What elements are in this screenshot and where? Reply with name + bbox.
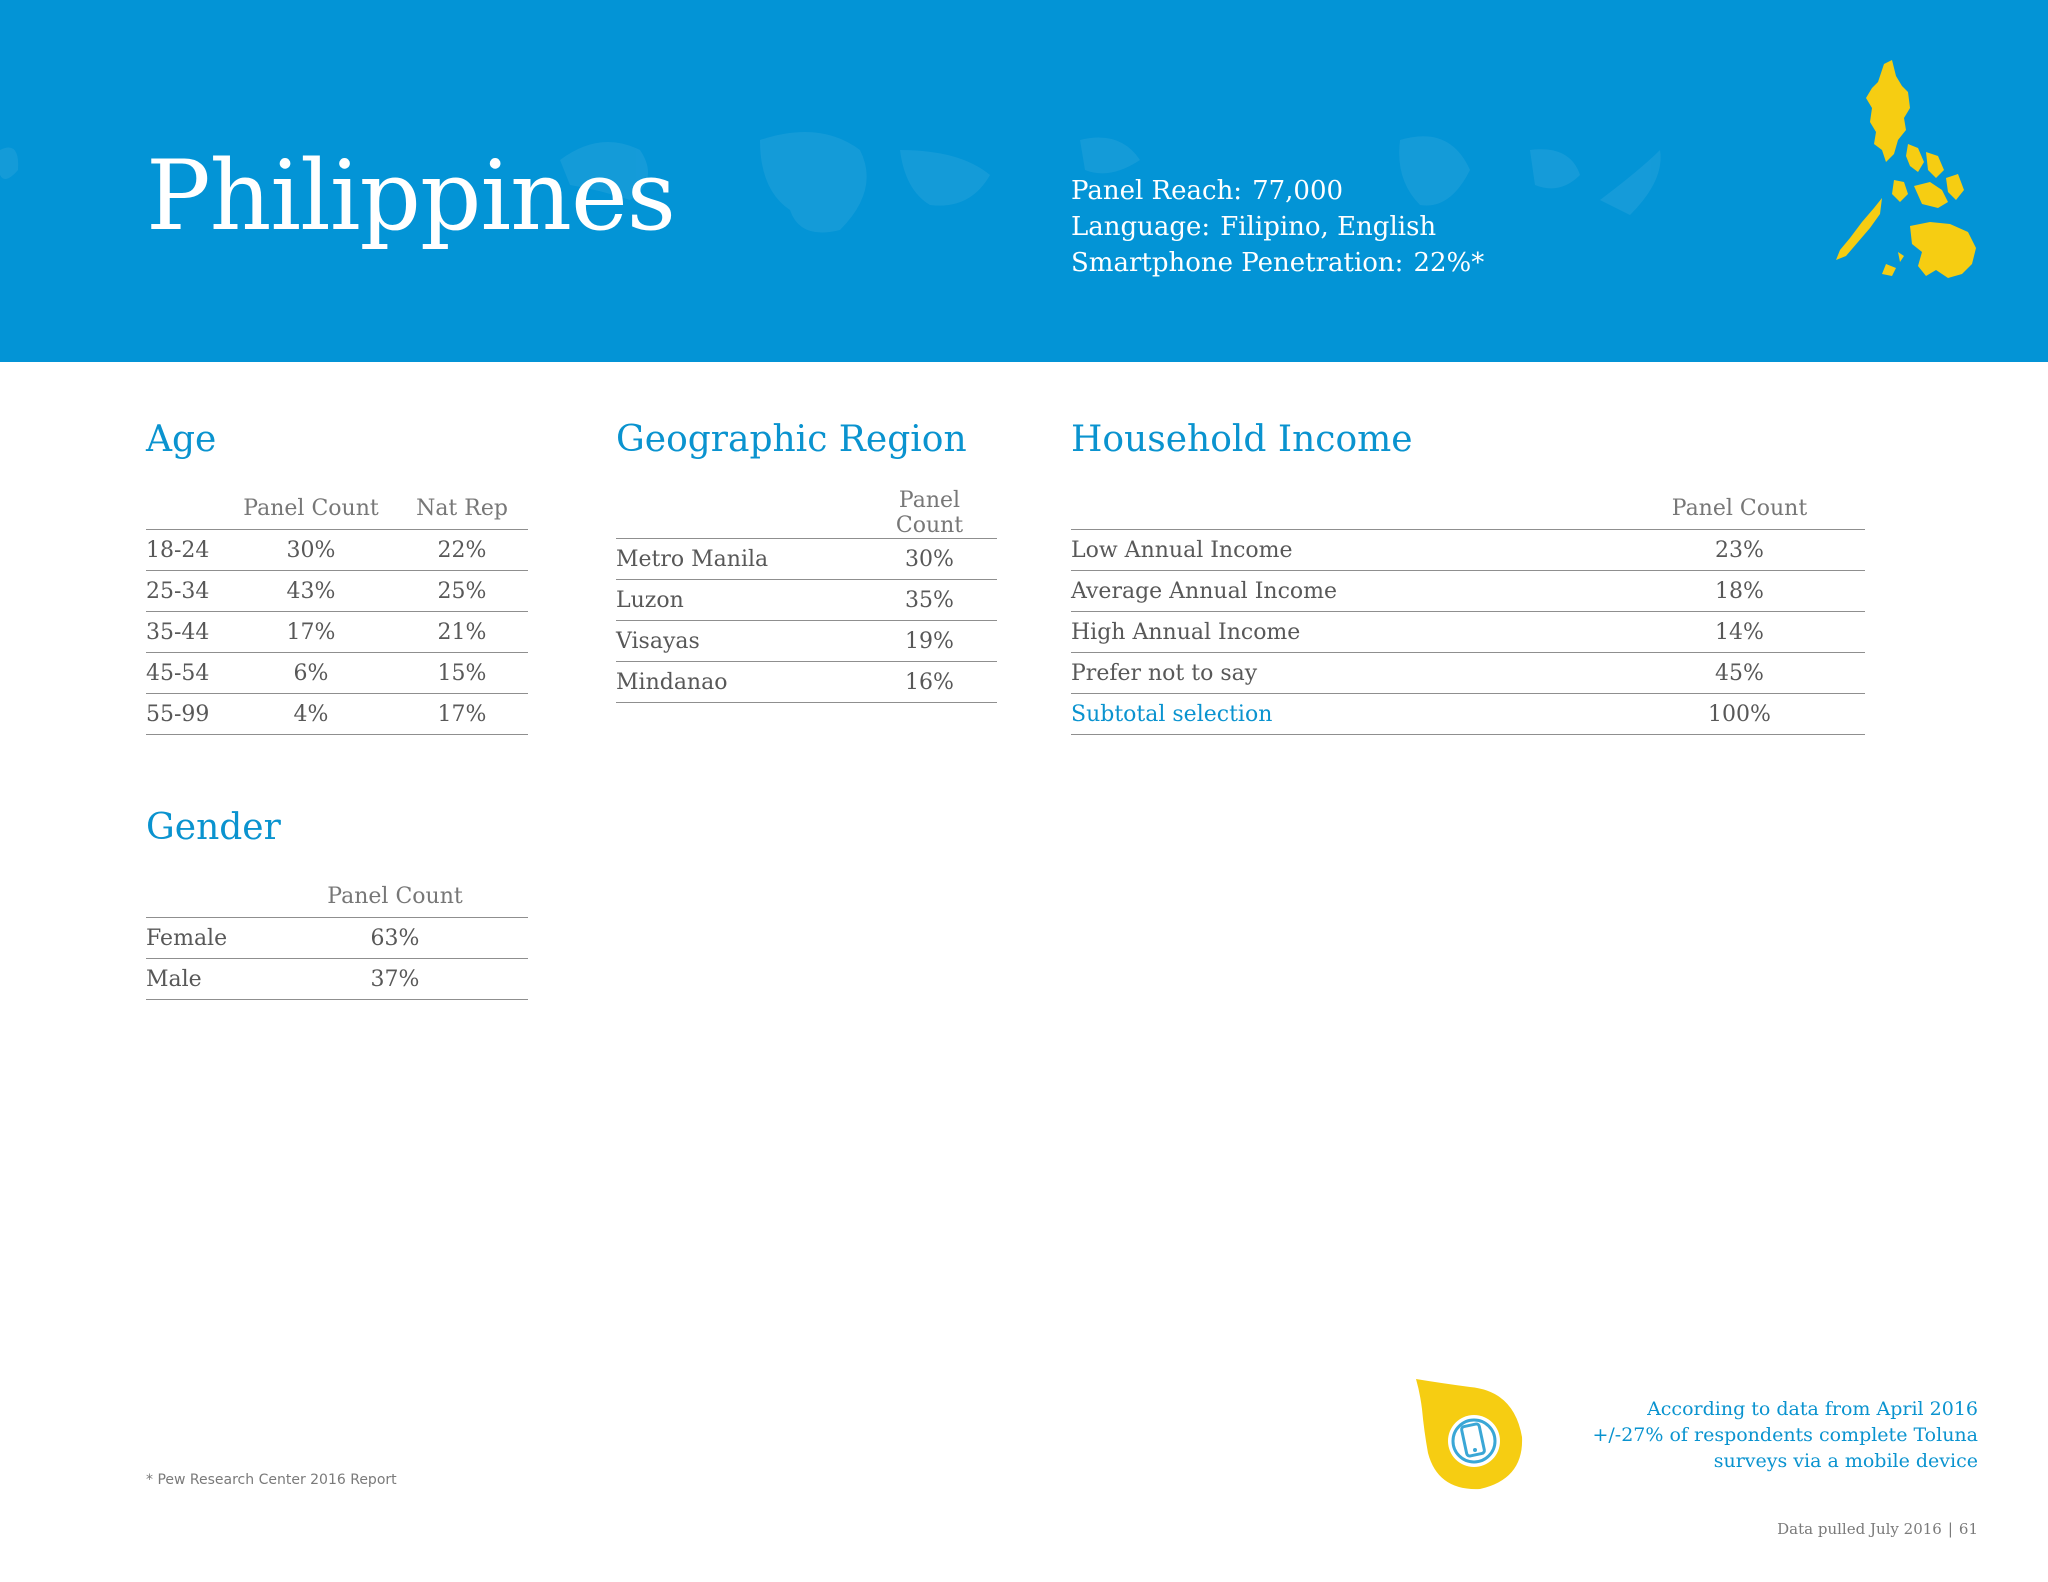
smartphone-penetration-stat [1071, 245, 1484, 281]
stat-value: 77,000 [1252, 176, 1344, 206]
callout-line: According to data from April 2016 [1647, 1398, 1978, 1420]
table-row [146, 530, 528, 571]
panel-count-value: 45% [1614, 653, 1865, 694]
row-label: 18-24 [146, 530, 226, 571]
row-label: 35-44 [146, 612, 226, 653]
row-label: High Annual Income [1071, 612, 1614, 653]
panel-count-value: 30% [226, 530, 396, 571]
income-table [1071, 488, 1865, 735]
panel-count-value: 35% [862, 580, 997, 621]
row-label: Luzon [616, 580, 862, 621]
column-header-panel-count: Panel Count [309, 876, 481, 918]
separator: | [1947, 1520, 1953, 1538]
stat-label: Smartphone Penetration: [1071, 248, 1404, 278]
subtotal-row [1071, 694, 1865, 735]
panel-count-value: 14% [1614, 612, 1865, 653]
income-section-title: Household Income [1071, 419, 1413, 460]
table-row [616, 539, 997, 580]
table-row [146, 571, 528, 612]
table-row [1071, 571, 1865, 612]
panel-count-value: 18% [1614, 571, 1865, 612]
page-footer [1777, 1520, 1978, 1538]
panel-count-value: 6% [226, 653, 396, 694]
stat-label: Language: [1071, 212, 1211, 242]
column-header-panel-count: Panel Count [1614, 488, 1865, 530]
nat-rep-value: 17% [396, 694, 528, 735]
callout-line: +/-27% of respondents complete Toluna [1592, 1424, 1978, 1446]
table-row [146, 694, 528, 735]
table-row [146, 612, 528, 653]
table-header-row [146, 488, 528, 530]
callout-line: surveys via a mobile device [1713, 1450, 1978, 1472]
footnote: * Pew Research Center 2016 Report [146, 1472, 397, 1488]
stat-label: Panel Reach: [1071, 176, 1243, 206]
nat-rep-value: 22% [396, 530, 528, 571]
table-row [1071, 530, 1865, 571]
row-label: 45-54 [146, 653, 226, 694]
table-row [616, 580, 997, 621]
table-row [1071, 653, 1865, 694]
stat-value: Filipino, English [1220, 212, 1437, 242]
nat-rep-value: 25% [396, 571, 528, 612]
philippines-map-icon [1826, 52, 1996, 312]
table-row [146, 653, 528, 694]
table-header-row [146, 876, 528, 918]
table-row [1071, 612, 1865, 653]
column-header-panel-count: Panel Count [226, 488, 396, 530]
row-label: Average Annual Income [1071, 571, 1614, 612]
panel-count-value: 37% [309, 959, 481, 1000]
panel-count-value: 17% [226, 612, 396, 653]
stat-value: 22%* [1413, 248, 1485, 278]
table-row [146, 959, 528, 1000]
region-section-title: Geographic Region [616, 419, 967, 460]
panel-reach-stat [1071, 173, 1484, 209]
page-title: Philippines [146, 140, 676, 252]
row-label: Low Annual Income [1071, 530, 1614, 571]
country-stats [1071, 173, 1484, 281]
row-label: Male [146, 959, 309, 1000]
panel-count-value: 19% [862, 621, 997, 662]
header-banner [0, 0, 2048, 362]
gender-section-title: Gender [146, 807, 281, 848]
row-label: Metro Manila [616, 539, 862, 580]
age-table [146, 488, 528, 735]
region-table [616, 488, 997, 703]
nat-rep-value: 15% [396, 653, 528, 694]
data-pulled-date: Data pulled July 2016 [1777, 1520, 1942, 1538]
table-row [146, 918, 528, 959]
table-header-row [1071, 488, 1865, 530]
row-label: Prefer not to say [1071, 653, 1614, 694]
row-label: 55-99 [146, 694, 226, 735]
column-header-nat-rep: Nat Rep [396, 488, 528, 530]
column-header-panel-count: Panel Count [862, 488, 997, 539]
table-header-row [616, 488, 997, 539]
table-row [616, 662, 997, 703]
row-label: Female [146, 918, 309, 959]
panel-count-value: 30% [862, 539, 997, 580]
subtotal-label: Subtotal selection [1071, 694, 1614, 735]
nat-rep-value: 21% [396, 612, 528, 653]
panel-count-value: 43% [226, 571, 396, 612]
age-section-title: Age [146, 419, 217, 460]
row-label: 25-34 [146, 571, 226, 612]
row-label: Visayas [616, 621, 862, 662]
panel-count-value: 63% [309, 918, 481, 959]
row-label: Mindanao [616, 662, 862, 703]
gender-table [146, 876, 528, 1000]
page-number: 61 [1958, 1520, 1978, 1538]
panel-count-value: 4% [226, 694, 396, 735]
table-row [616, 621, 997, 662]
panel-count-value: 16% [862, 662, 997, 703]
panel-count-value: 23% [1614, 530, 1865, 571]
panel-count-value: 100% [1614, 694, 1865, 735]
mobile-phone-badge-icon [1410, 1375, 1530, 1495]
language-stat [1071, 209, 1484, 245]
mobile-callout [1538, 1396, 1978, 1474]
